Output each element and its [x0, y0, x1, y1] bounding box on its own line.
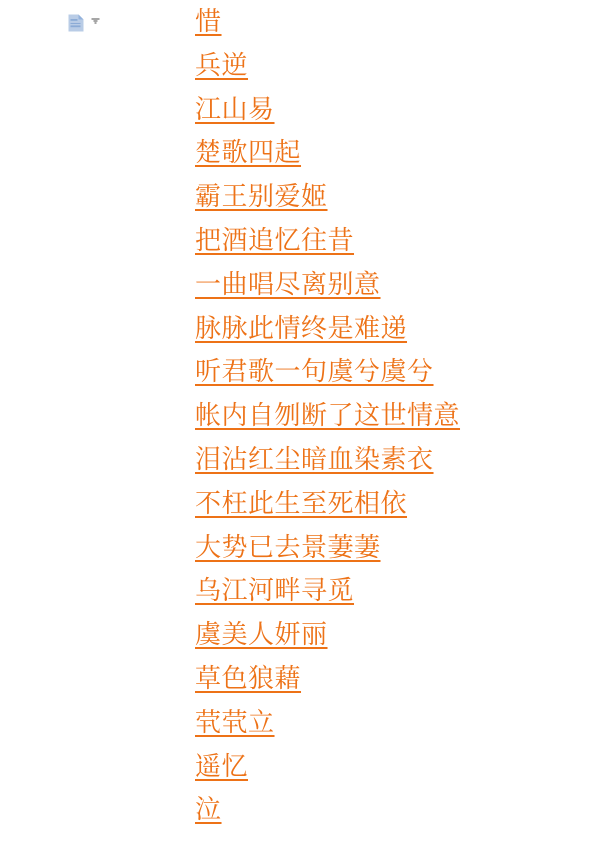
poem-line [195, 44, 460, 88]
poem-line-link[interactable]: 泣 [195, 795, 222, 825]
poem-line [195, 657, 460, 701]
poem-line-link[interactable]: 江山易 [195, 94, 275, 124]
poem-line [195, 219, 460, 263]
poem-line [195, 745, 460, 789]
poem-line-link[interactable]: 草色狼藉 [195, 663, 302, 693]
poem-line-link[interactable]: 霸王别爱姬 [195, 182, 328, 212]
poem-line [195, 394, 460, 438]
poem-line-link[interactable]: 脉脉此情终是难递 [195, 313, 408, 343]
poem-line-link[interactable]: 听君歌一句虞兮虞兮 [195, 357, 434, 387]
poem-line [195, 350, 460, 394]
poem-line-link[interactable]: 虞美人妍丽 [195, 620, 328, 650]
poem-line-link[interactable]: 不枉此生至死相依 [195, 488, 408, 518]
poem-line [195, 788, 460, 832]
poem-line [195, 131, 460, 175]
poem-line [195, 569, 460, 613]
poem-line-link[interactable]: 泪沾红尘暗血染素衣 [195, 444, 434, 474]
poem-line [195, 613, 460, 657]
poem-line-link[interactable]: 一曲唱尽离别意 [195, 269, 381, 299]
paste-options-button[interactable] [66, 12, 101, 34]
poem-line [195, 88, 460, 132]
poem-line-link[interactable]: 惜 [195, 7, 222, 36]
poem-line [195, 175, 460, 219]
dropdown-arrow-icon [91, 18, 100, 25]
poem-line-link[interactable]: 乌江河畔寻觅 [195, 576, 355, 606]
poem-line-link[interactable]: 遥忆 [195, 751, 249, 781]
poem-line-link[interactable]: 茕茕立 [195, 707, 275, 737]
poem-line-link[interactable]: 帐内自刎断了这世情意 [195, 401, 461, 431]
poem-list [195, 0, 460, 832]
poem-line-link[interactable]: 把酒追忆往昔 [195, 225, 355, 255]
poem-line [195, 701, 460, 745]
poem-line [195, 307, 460, 351]
poem-line [195, 438, 460, 482]
poem-line [195, 263, 460, 307]
poem-line [195, 482, 460, 526]
poem-line [195, 526, 460, 570]
poem-line-link[interactable]: 楚歌四起 [195, 138, 302, 168]
poem-line-link[interactable]: 兵逆 [195, 50, 249, 80]
poem-line-link[interactable]: 大势已去景萋萋 [195, 532, 381, 562]
poem-line [195, 0, 460, 44]
paste-document-icon [67, 13, 86, 33]
